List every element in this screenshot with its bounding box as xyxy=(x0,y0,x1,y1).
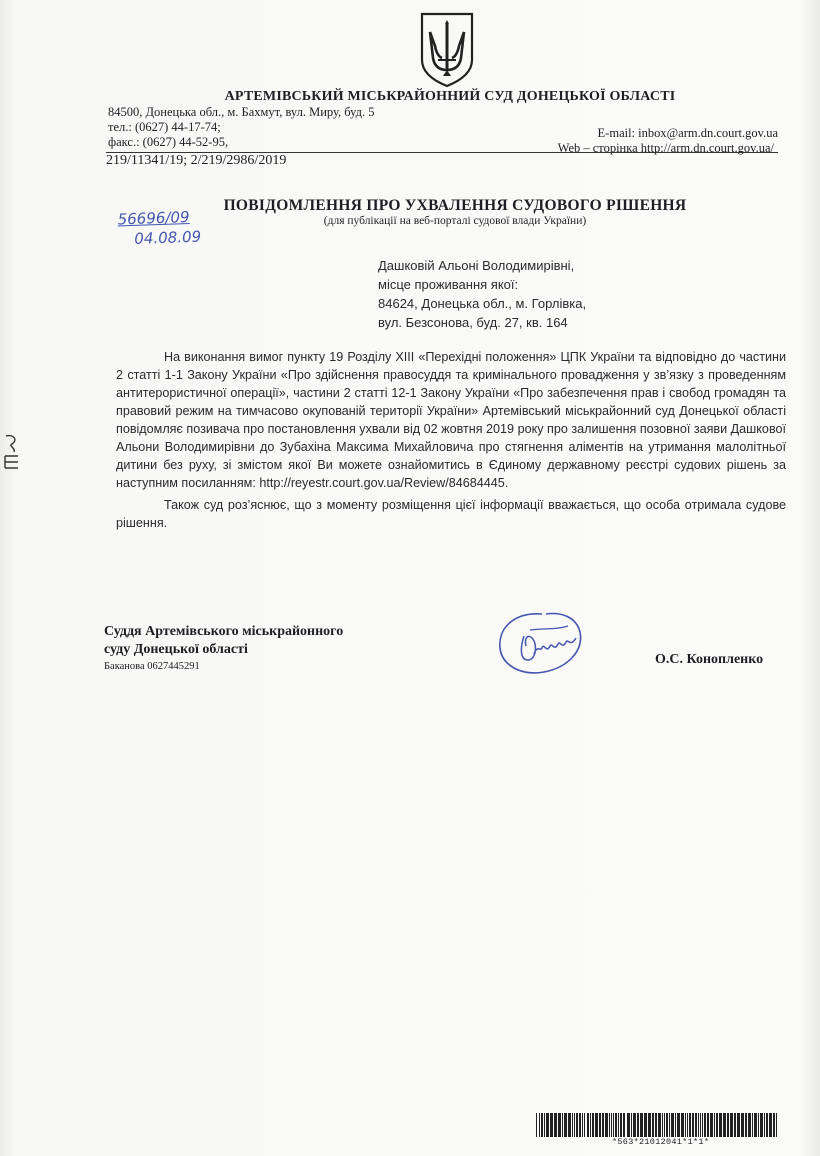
barcode-bar xyxy=(595,1113,598,1137)
barcode-bar xyxy=(574,1113,575,1137)
barcode-bar xyxy=(590,1113,591,1137)
court-name: АРТЕМІВСЬКИЙ МІСЬКРАЙОННИЙ СУД ДОНЕЦЬКОЇ ОБЛАСТІ xyxy=(224,89,676,104)
barcode-bar xyxy=(640,1113,643,1137)
recipient-name: Дашковій Альоні Володимирівні, xyxy=(378,258,575,273)
barcode-bar xyxy=(576,1113,578,1137)
barcode-bar xyxy=(554,1113,557,1137)
barcode-bar xyxy=(745,1113,747,1137)
barcode-bar xyxy=(592,1113,594,1137)
barcode-bar xyxy=(620,1113,622,1137)
barcode-bar xyxy=(719,1113,722,1137)
barcode-bar xyxy=(637,1113,639,1137)
barcode-bar xyxy=(764,1113,765,1137)
barcode-bar xyxy=(702,1113,703,1137)
coat-of-arms-icon xyxy=(418,10,476,88)
clerk-contact: Баканова 0627445291 xyxy=(104,661,200,672)
barcode-bar xyxy=(707,1113,709,1137)
barcode-bar xyxy=(710,1113,713,1137)
handwritten-signature-icon xyxy=(494,608,590,678)
barcode-number: *563*21012041*1*1* xyxy=(612,1137,710,1147)
barcode-bar xyxy=(544,1113,545,1137)
barcode-bar xyxy=(655,1113,657,1137)
barcode-bar xyxy=(685,1113,686,1137)
signer-line-1: Суддя Артемівського міськрайонного xyxy=(104,624,344,639)
barcode-bar xyxy=(766,1113,768,1137)
barcode-bar xyxy=(599,1113,601,1137)
barcode-bar xyxy=(723,1113,726,1137)
barcode-bar xyxy=(692,1113,694,1137)
barcode-bar xyxy=(627,1113,630,1137)
barcode-bar xyxy=(658,1113,661,1137)
body-paragraph-1: На виконання вимог пункту 19 Розділу XIII «Перехідні положення» ЦПК України та відповідно до частини 2 статті 1-1 Закону України «Про здійснення правосуддя та кримінального провадження у зв’язку з проведенням антитерористичної операції», частини 2 статті 12-1 Закону України «Про забезпечення прав і свобод громадян та правовий режим на тимчасово окупованій території України» Артемівський міськрайонний суд Донецької області повідомляє позивача про постановлення ухвали від 02 жовтня 2019 року про залишення позовної заяви Дашкової Альони Володимирівни до Зубахіна Максима Михайловича про стягнення аліментів на утримання малолітньої дитини без руху, зі змістом якої Ви можете ознайомитись в Єдиному державному реєстрі судових рішень за наступним посиланням: http://reyestr.court.gov.ua/Review/84684445. xyxy=(116,350,786,490)
barcode-bar xyxy=(737,1113,740,1137)
signer-line-2: суду Донецької області xyxy=(104,642,248,657)
document-barcode-icon xyxy=(534,1113,780,1139)
document-title: ПОВІДОМЛЕННЯ ПРО УХВАЛЕННЯ СУДОВОГО РІШЕННЯ xyxy=(223,197,687,214)
barcode-bar xyxy=(644,1113,647,1137)
barcode-bar xyxy=(698,1113,699,1137)
signer-title xyxy=(104,623,343,659)
barcode-bar xyxy=(754,1113,757,1137)
barcode-bar xyxy=(730,1113,733,1137)
barcode-bar xyxy=(689,1113,691,1137)
barcode-bar xyxy=(615,1113,617,1137)
barcode-bar xyxy=(618,1113,619,1137)
barcode-bar xyxy=(539,1113,540,1137)
recipient-block xyxy=(378,256,586,332)
barcode-bar xyxy=(587,1113,589,1137)
barcode-bar xyxy=(760,1113,763,1137)
document-subtitle: (для публікації на веб-порталі судової влади України) xyxy=(323,215,587,227)
barcode-bar xyxy=(675,1113,676,1137)
barcode-bar xyxy=(648,1113,651,1137)
barcode-bar xyxy=(652,1113,654,1137)
barcode-bar xyxy=(769,1113,772,1137)
barcode-bar xyxy=(613,1113,614,1137)
barcode-bar xyxy=(623,1113,625,1137)
barcode-bar xyxy=(741,1113,744,1137)
court-website: Web – сторінка http://arm.dn.court.gov.ua/ xyxy=(557,141,774,155)
registration-number: 56696/09 xyxy=(117,207,190,229)
notice-body xyxy=(116,348,786,532)
barcode-bar xyxy=(752,1113,753,1137)
barcode-bar xyxy=(748,1113,751,1137)
barcode-bar xyxy=(714,1113,715,1137)
barcode-bar xyxy=(584,1113,585,1137)
barcode-bar xyxy=(695,1113,697,1137)
margin-handwritten-mark-icon xyxy=(0,432,28,472)
barcode-bar xyxy=(700,1113,701,1137)
barcode-bar xyxy=(704,1113,706,1137)
barcode-bar xyxy=(558,1113,561,1137)
barcode-bar xyxy=(671,1113,674,1137)
barcode-bar xyxy=(734,1113,736,1137)
barcode-bar xyxy=(662,1113,663,1137)
barcode-bar xyxy=(664,1113,665,1137)
barcode-bar xyxy=(568,1113,571,1137)
recipient-address-line2: вул. Безсонова, буд. 27, кв. 164 xyxy=(378,315,568,330)
case-number: 219/11341/19; 2/219/2986/2019 xyxy=(106,153,287,168)
judge-name: О.С. Конопленко xyxy=(655,652,764,667)
barcode-bar xyxy=(562,1113,563,1137)
barcode-bar xyxy=(776,1113,777,1137)
barcode-bar xyxy=(716,1113,718,1137)
barcode-bar xyxy=(546,1113,549,1137)
court-phone: тел.: (0627) 44-17-74; xyxy=(108,120,221,134)
barcode-bar xyxy=(681,1113,684,1137)
barcode-bar xyxy=(536,1113,537,1137)
court-fax: факс.: (0627) 44-52-95, xyxy=(108,135,229,149)
barcode-bar xyxy=(727,1113,729,1137)
barcode-bar xyxy=(582,1113,583,1137)
recipient-residence-label: місце проживання якої: xyxy=(378,277,519,292)
barcode-bar xyxy=(633,1113,636,1137)
barcode-bar xyxy=(687,1113,688,1137)
barcode-bar xyxy=(605,1113,608,1137)
barcode-bar xyxy=(564,1113,567,1137)
barcode-bar xyxy=(602,1113,604,1137)
registration-date: 04.08.09 xyxy=(134,227,202,248)
barcode-bar xyxy=(773,1113,775,1137)
body-paragraph-2: Також суд роз’яснює, що з моменту розміщення цієї інформації вважається, що особа отримала судове рішення. xyxy=(116,498,786,530)
court-email: E-mail: inbox@arm.dn.court.gov.ua xyxy=(597,126,778,140)
barcode-bar xyxy=(669,1113,670,1137)
barcode-bar xyxy=(611,1113,612,1137)
barcode-bar xyxy=(579,1113,581,1137)
barcode-bar xyxy=(572,1113,573,1137)
court-address: 84500, Донецька обл., м. Бахмут, вул. Миру, буд. 5 xyxy=(108,105,375,119)
barcode-bar xyxy=(631,1113,632,1137)
barcode-bar xyxy=(550,1113,553,1137)
barcode-bar xyxy=(758,1113,759,1137)
barcode-bar xyxy=(541,1113,543,1137)
barcode-bar xyxy=(677,1113,680,1137)
barcode-bar xyxy=(666,1113,668,1137)
recipient-address-line1: 84624, Донецька обл., м. Горлівка, xyxy=(378,296,587,311)
barcode-bar xyxy=(609,1113,610,1137)
